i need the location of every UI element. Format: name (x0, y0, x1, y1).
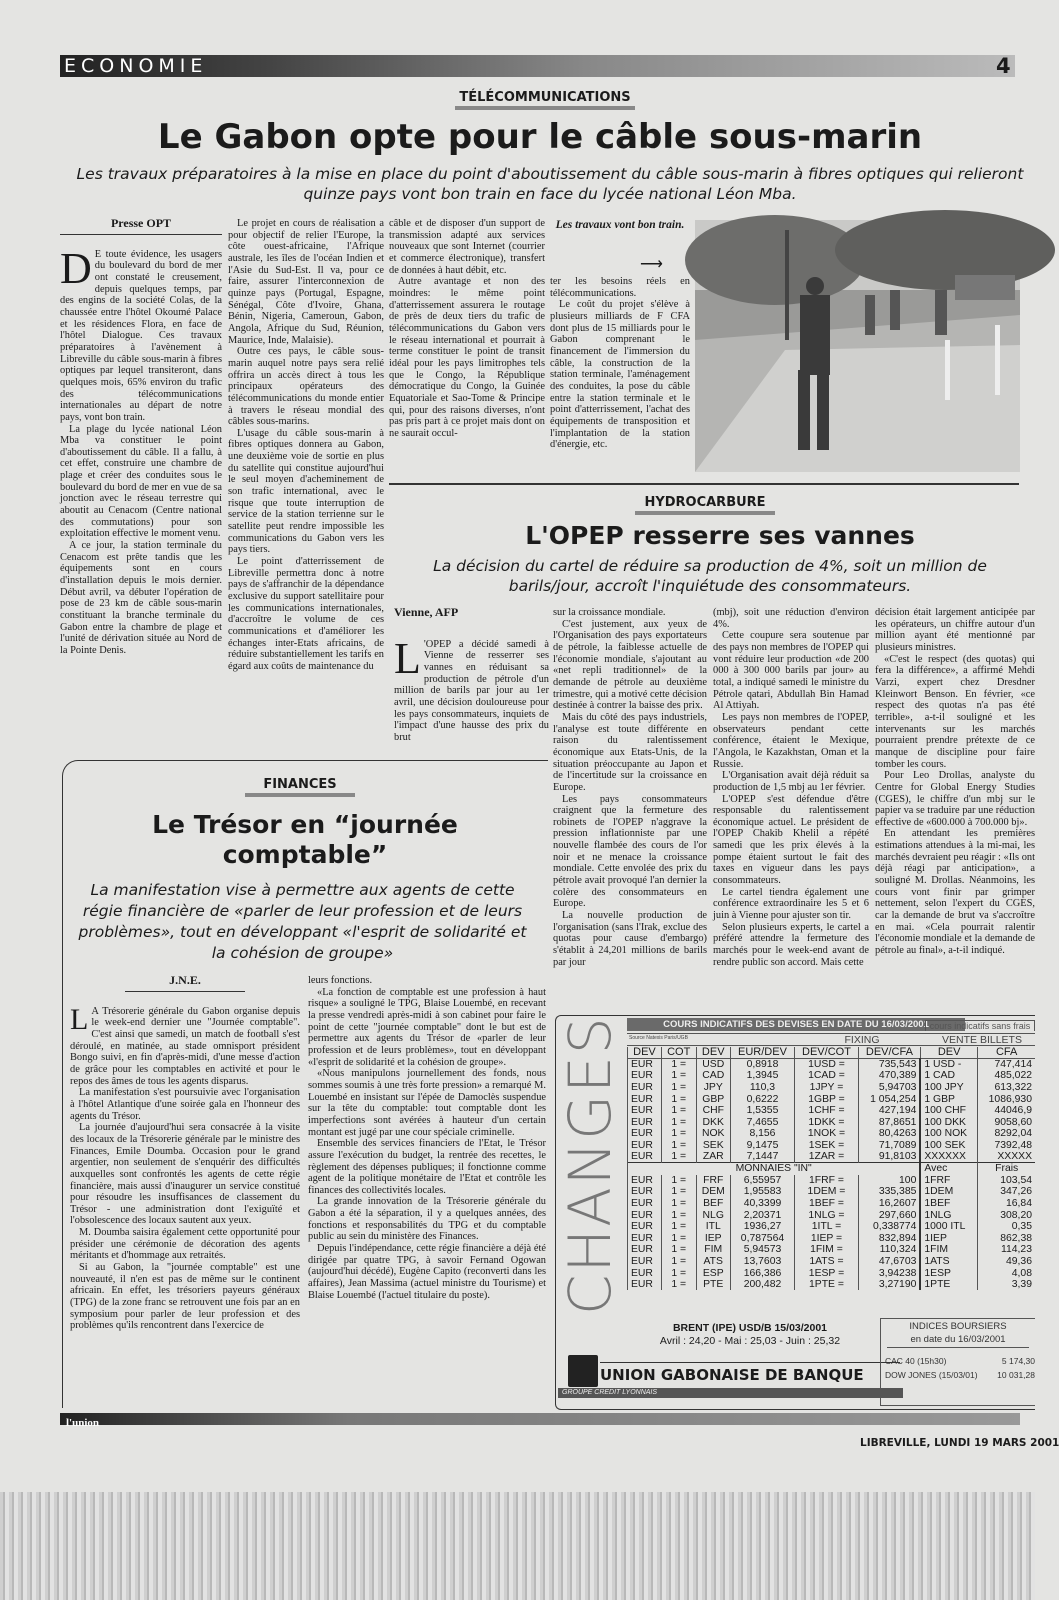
frais-label: Frais (978, 1163, 1035, 1175)
paragraph: (mbj), soit une réduction d'environ 4%. (713, 607, 869, 630)
table-cell: 297,660 (858, 1209, 920, 1221)
table-cell: 1 = (661, 1256, 696, 1268)
drop-cap: L (394, 633, 421, 683)
table-cell: 16,84 (978, 1198, 1035, 1210)
table-cell: 832,894 (858, 1233, 920, 1245)
table-cell: XXXXX (978, 1151, 1035, 1163)
monnaies-in-label: MONNAIES "IN" (628, 1163, 921, 1175)
table-cell: 110,324 (858, 1244, 920, 1256)
table-cell: EUR (628, 1128, 662, 1140)
paragraph: Le projet en cours de réalisation a pour objectif de relier l'Europe, la côte ouest-africaine, l'Afrique australe, les îles de l'océan Indien et l'Asie du Sud-Est. Il va, pour ce faire, assurer l'interconnexion de quinze pays (Portugal, Espagne, Sénégal, Côte d'Ivoire, Ghana, Bénin, Nigeria, Cameroun, Gabon, Angola, Afrique du Sud, Réunion, Maurice, Inde, Malaisie). (228, 218, 384, 346)
table-row (628, 1140, 1036, 1152)
table-row (628, 1117, 1036, 1129)
paragraph: Si au Gabon, la "journée comptable" est une nouveauté, il n'en est pas de même sur le continent africain. En effet, les trésoriers payeurs généraux (TPG) de la zone franc se retrouvent une fois par an en symposium pour parler de leur profession et des problèmes qu'ils rencontrent dans l'exercice de (70, 1262, 300, 1332)
paragraph: 'OPEP a décidé samedi à Vienne de resserrer ses vannes en réduisant sa production de pétrole d'un million de barils par jour au 1er avril, une décision douloureuse pour les pays consommateurs, inquiets de l'impact d'une hausse des prix du brut (394, 638, 549, 743)
table-cell: 1IEP (920, 1233, 978, 1245)
table-cell: 1CAD = (794, 1070, 858, 1082)
table-row (628, 1244, 1036, 1256)
table-cell: 87,8651 (858, 1117, 920, 1129)
paragraph: Cette coupure sera soutenue par des pays non membres de l'OPEP qui vont réduire leur production «de 200 000 à 300 000 barils par jour» au total, a indiqué samedi le ministre du Pétrole qatari, Abdullah Bin Hamad Al Attiyah. (713, 630, 869, 712)
telecom-column-4 (550, 276, 690, 474)
column-header: EUR/DEV (730, 1047, 794, 1059)
finances-subtitle: La manifestation vise à permettre aux agents de cette régie financière de «parler de leur profession et de leurs problèmes», tout en développant «l'esprit de solidarité et la cohésion de groupe» (78, 881, 527, 962)
table-row (628, 1233, 1036, 1245)
table-cell: 71,7089 (858, 1140, 920, 1152)
paragraph: C'est justement, aux yeux de l'Organisation des pays exportateurs de pétrole, la faiblesse actuelle de l'économie mondiale, s'ajoutant au «net repli traditionnel» de la demande de pétrole au deuxième trimestre, qui a motivé cette décision destinée à contrer la baisse des prix. (553, 618, 707, 712)
paragraph: sur la croissance mondiale. (553, 607, 666, 618)
table-cell: EUR (628, 1105, 662, 1117)
table-cell: 1,5355 (730, 1105, 794, 1117)
table-cell: 200,482 (730, 1279, 794, 1291)
table-cell: ZAR (696, 1151, 730, 1163)
photo-caption: Les travaux vont bon train. (555, 219, 685, 231)
table-cell: EUR (628, 1256, 662, 1268)
paragraph: Ensemble des services financiers de l'Etat, le Trésor assure l'exécution du budget, la rentrée des recettes, le règlement des dépenses publiques; il fonctionne comme agent de la politique monétaire de l'Etat et contrôle les finances des collectivités locales. (308, 1138, 546, 1196)
table-cell: 1 = (661, 1117, 696, 1129)
table-cell: 100 SEK (920, 1140, 978, 1152)
table-cell: 747,414 (978, 1059, 1035, 1071)
paragraph: leurs fonctions. (308, 975, 373, 986)
paragraph: La journée d'aujourd'hui sera consacrée à la visite des locaux de la Trésorerie générale par le ministre des Finances, Emile Doumba. Occasion pour le grand argentier, non seulement de s'enquérir des difficultés auxquelles sont confrontés les agents de cette régie financière, mais aussi d'inaugurer un service constitué pour résoudre les insuffisances de classement du Trésor - une administration dont l'exiguïté et l'obsolescence des locaux sautent aux yeux. (70, 1122, 300, 1227)
paragraph: «Nous manipulons journellement des fonds, nous sommes soumis à une très forte pression» a remarqué M. Louembé en insistant sur l'épée de Damoclès suspendue sur la tête du comptable: tout comptable dont les imperfections sont avérées à hauteur d'un certain montant est jugé par une cour spéciale criminelle. (308, 1068, 546, 1138)
table-cell: 40,3399 (730, 1198, 794, 1210)
arrow-right-icon: ⟶ (640, 256, 663, 273)
opep-subtitle: La décision du cartel de réduire sa production de 4%, soit un million de barils/jour, accroît l'inquiétude des consommateurs. (433, 557, 987, 595)
table-cell: 91,8103 (858, 1151, 920, 1163)
index-name: CAC 40 (15h30) (885, 1356, 947, 1366)
vente-billets-label: VENTE BILLETS (942, 1034, 1022, 1046)
table-cell: 1ZAR = (794, 1151, 858, 1163)
table-cell: EUR (628, 1186, 662, 1198)
source-note: Source Natexis Paris/UGB (629, 1035, 688, 1041)
table-cell: 1NLG (920, 1209, 978, 1221)
table-cell: 3,27190 (858, 1279, 920, 1291)
table-cell: ITL (696, 1221, 730, 1233)
table-cell: 4,08 (978, 1267, 1035, 1279)
table-cell: 1936,27 (730, 1221, 794, 1233)
drop-cap: D (60, 243, 92, 293)
table-cell: 1SEK = (794, 1140, 858, 1152)
paragraph: A ce jour, la station terminale du Cenacom est prête tandis que les équipements sont en cours d'installation depuis le mois dernier. Début avril, va débuter l'opération de pose de 23 km de câble sous-marin constituant la branche terminale du Gabon entre la chambre de plage et l'unité de dérivation située au Nord de la Pointe Denis. (60, 540, 222, 656)
scan-edge (0, 1492, 1035, 1600)
table-cell: 1FIM = (794, 1244, 858, 1256)
telecom-kicker: TÉLÉCOMMUNICATIONS (455, 90, 635, 110)
table-cell: 1 = (661, 1209, 696, 1221)
table-cell: 1 = (661, 1059, 696, 1071)
paragraph: décision était largement anticipée par les opérateurs, un chiffre autour d'un million ayant été mentionné par plusieurs ministres. (875, 607, 1035, 653)
table-cell: 13,7603 (730, 1256, 794, 1268)
table-cell: IEP (696, 1233, 730, 1245)
indices-title: INDICES BOURSIERS (909, 1321, 1007, 1332)
avec-label: Avec (920, 1163, 978, 1175)
paragraph: La manifestation s'est poursuivie avec l'organisation à l'hôtel Atlantique d'une soirée gala en l'honneur des agents du Trésor. (70, 1087, 300, 1122)
table-cell: 427,194 (858, 1105, 920, 1117)
table-cell: EUR (628, 1175, 662, 1187)
finances-column-2 (308, 975, 546, 1405)
paragraph: L'usage du câble sous-marin à fibres optiques donnera au Gabon, une deuxième voie de sortie en plus du satellite qui constitue aujourd'hui le seul moyen d'acheminement de son trafic international, avec le risque que toute interruption de service de la station terrienne sur le satellite peut rendre impossible les communications du Gabon vers les pays tiers. (228, 427, 384, 556)
table-cell: 9058,60 (978, 1117, 1035, 1129)
table-cell: ATS (696, 1256, 730, 1268)
table-cell: 49,36 (978, 1256, 1035, 1268)
table-cell: 110,3 (730, 1082, 794, 1094)
table-cell: NOK (696, 1128, 730, 1140)
brent-prices: Avril : 24,20 - Mai : 25,03 - Juin : 25,32 (659, 1335, 841, 1347)
table-row (628, 1128, 1036, 1140)
table-cell: 1IEP = (794, 1233, 858, 1245)
table-cell: USD (696, 1059, 730, 1071)
byline: J.N.E. (125, 975, 245, 992)
table-cell: 8292,04 (978, 1128, 1035, 1140)
index-value: 5 174,30 (1001, 1356, 1035, 1366)
table-cell: 2,20371 (730, 1209, 794, 1221)
table-cell: 7,4655 (730, 1117, 794, 1129)
table-cell: 1 GBP (920, 1093, 978, 1105)
table-cell: 1 = (661, 1244, 696, 1256)
paragraph: Depuis l'indépendance, cette régie financière a déjà été dirigée par quatre TPG, à savoir Fernand Ogowan (aujourd'hui décédé), Eugène Capito (reconverti dans les affaires), Jean Massima (actuel ministre du Tourisme) et Blaise Louembé (l'actuel titulaire du poste). (308, 1243, 546, 1301)
table-cell: 1 = (661, 1267, 696, 1279)
brent-title: BRENT (IPE) USD/B 15/03/2001 (672, 1322, 828, 1334)
paragraph: Outre ces pays, le câble sous-marin auquel notre pays sera relié offrira un accès direct à tous les principaux opérateurs des télécommunications du monde entier à travers le réseau mondial des câbles sous-marins. (228, 346, 384, 428)
table-cell: EUR (628, 1070, 662, 1082)
monnaies-in-row (628, 1163, 1036, 1175)
telecom-column-2 (228, 218, 384, 748)
exchange-rates-table (627, 1047, 1035, 1290)
column-header: DEV (628, 1047, 662, 1059)
table-cell: DKK (696, 1117, 730, 1129)
table-cell: 308,20 (978, 1209, 1035, 1221)
table-row (628, 1279, 1036, 1291)
construction-photo (695, 220, 1020, 472)
table-cell: 0,338774 (858, 1221, 920, 1233)
table-cell: 114,23 (978, 1244, 1035, 1256)
telecom-column-3 (389, 218, 545, 473)
column-header: DEV (696, 1047, 730, 1059)
index-row (881, 1348, 1035, 1366)
table-cell: 335,385 (858, 1186, 920, 1198)
table-cell: EUR (628, 1140, 662, 1152)
ugb-logo (568, 1355, 598, 1387)
table-cell: EUR (628, 1244, 662, 1256)
table-cell: 8,156 (730, 1128, 794, 1140)
telecom-column-1 (60, 218, 222, 748)
table-cell: EUR (628, 1117, 662, 1129)
table-cell: EUR (628, 1267, 662, 1279)
table-cell: 862,38 (978, 1233, 1035, 1245)
table-cell: 3,94238 (858, 1267, 920, 1279)
paragraph: E toute évidence, les usagers du boulevard du bord de mer ont constaté le creusement, depuis quelques temps, par des engins de la société Colas, de la chaussée entre l'hôtel Okoumé Palace et les résidences Flora, en face de l'hôtel Dialogue. Ces travaux préparatoires à l'avènement à Libreville du câble sous-marin à fibres optiques par lequel transiteront, dans quelques mois, 65% environ du trafic des télécommunications internationales au départ de notre pays, vont bon train. (60, 248, 222, 423)
drop-cap: L (70, 1002, 89, 1036)
table-cell: 3,39 (978, 1279, 1035, 1291)
paragraph: Autre avantage et non des moindres: le même point d'atterrissement assurera le routage de près de deux tiers du trafic de télécommunications du Gabon vers le réseau international et pourrait à terme constituer le point de transit idéal pour les pays limitrophes tels que le Congo, la République démocratique du Congo, la Guinée Equatoriale et Sao-Tome & Principe qui, pour des raisons diverses, n'ont pas pris part à ce projet mais dont on ne saurait occul- (389, 276, 545, 439)
opep-column-3 (713, 607, 869, 1005)
table-cell: 0,8918 (730, 1059, 794, 1071)
table-cell: 1PTE (920, 1279, 978, 1291)
table-cell: 80,4263 (858, 1128, 920, 1140)
table-cell: 100 CHF (920, 1105, 978, 1117)
table-cell: 1 = (661, 1151, 696, 1163)
table-cell: 1 = (661, 1140, 696, 1152)
table-cell: EUR (628, 1209, 662, 1221)
table-cell: 485,022 (978, 1070, 1035, 1082)
brent-box (600, 1322, 900, 1348)
table-cell: 1 = (661, 1186, 696, 1198)
table-cell: EUR (628, 1279, 662, 1291)
table-row (628, 1070, 1036, 1082)
table-cell: 1 = (661, 1233, 696, 1245)
right-note: cours indicatifs sans frais (925, 1020, 1035, 1031)
table-cell: 100 DKK (920, 1117, 978, 1129)
table-cell: 100 NOK (920, 1128, 978, 1140)
table-cell: 1DKK = (794, 1117, 858, 1129)
changes-side-title: CHANGES (556, 1015, 624, 1315)
table-row (628, 1209, 1036, 1221)
table-cell: 1ESP = (794, 1267, 858, 1279)
table-row (628, 1267, 1036, 1279)
table-row (628, 1093, 1036, 1105)
table-row (628, 1105, 1036, 1117)
paragraph: La nouvelle production de l'organisation (sans l'Irak, exclue des quotas pour cause d'embargo) s'établit à 24,201 millions de barils par jour (553, 910, 707, 968)
paragraph: câble et de disposer d'un support de transmission adapté aux services nouveaux que sont Internet (courrier et commerce électronique), transfert de données à haut débit, etc. (389, 218, 545, 276)
table-cell: 1,95583 (730, 1186, 794, 1198)
table-cell: SEK (696, 1140, 730, 1152)
table-cell: 1JPY = (794, 1082, 858, 1094)
paragraph: ter les besoins réels en télécommunications. (550, 276, 690, 299)
section-header-bar (60, 55, 1015, 77)
table-cell: 1ATS = (794, 1256, 858, 1268)
column-header: CFA (978, 1047, 1035, 1059)
table-cell: 1 CAD (920, 1070, 978, 1082)
table-cell: 7392,48 (978, 1140, 1035, 1152)
paragraph: L'OPEP s'est défendue d'être responsable du ralentissement économique actuel. Le président de l'OPEP Chakib Khelil a répété samedi que les prix élevés à la pompe étaient surtout le fait des taxes en vigueur dans les pays consommateurs. (713, 793, 869, 887)
paragraph: La grande innovation de la Trésorerie générale du Gabon a été la séparation, il y a quelques années, des fonctions et responsabilités du TPG et du comptable public au sein du ministère des Finances. (308, 1196, 546, 1243)
table-cell: 6,55957 (730, 1175, 794, 1187)
paragraph: Selon plusieurs experts, le cartel a préféré attendre la fermeture des marchés pour le week-end avant de rendre public son accord. Mais cette (713, 921, 869, 968)
table-cell: 7,1447 (730, 1151, 794, 1163)
table-cell: JPY (696, 1082, 730, 1094)
footer-bar (60, 1413, 1020, 1429)
table-cell: 1 = (661, 1279, 696, 1291)
table-cell: 1 = (661, 1128, 696, 1140)
table-cell: 470,389 (858, 1070, 920, 1082)
paragraph: A Trésorerie générale du Gabon organise depuis le week-end dernier une "Journée comptable". C'est ainsi que samedi, un match de football s'est déroulé, en matinée, au stade omnisport président Bongo suivi, en fin d'après-midi, d'une messe d'action de grâce pour les comptables en activité et pour le repos des âmes de tous les agents disparus. (70, 1005, 300, 1087)
opep-headline: L'OPEP resserre ses vannes (525, 521, 915, 550)
table-cell: 1NLG = (794, 1209, 858, 1221)
table-cell: EUR (628, 1151, 662, 1163)
opep-column-4 (875, 607, 1035, 1005)
table-cell: 1 = (661, 1198, 696, 1210)
table-cell: XXXXXX (920, 1151, 978, 1163)
paragraph: La plage du lycée national Léon Mba va constituer le point d'aboutissement du câble. Il a fallu, à cet effet, construire une chambre de plage et créer des conduites sous le boulevard du bord de mer en vue de sa jonction avec le réseau terrestre qui aboutit au Cenacom (Centre national des commutations) pour son exploitation effective le moment venu. (60, 423, 222, 540)
paragraph: Les pays non membres de l'OPEP, observateurs pendant cette conférence, étaient le Mexique, l'Angola, le Kazakhstan, Oman et la Russie. (713, 711, 869, 770)
table-row (628, 1198, 1036, 1210)
table-cell: CAD (696, 1070, 730, 1082)
paragraph: Le coût du projet s'élève à plusieurs milliards de F CFA dont plus de 15 milliards pour le Gabon comprenant le financement de l'immersion du câble, la construction de la station terminale, l'aménagement des conduites, la pose du câble entre la station terminale et le point d'atterrissement, l'achat des équipements de transposition et l'implantation de la station d'énergie, etc. (550, 299, 690, 451)
paragraph: Pour Leo Drollas, analyste du Centre for Global Energy Studies (CGES), le chiffre d'un mbj sur le papier va se traduire par une réduction effective de «600.000 à 700.000 bj». (875, 770, 1035, 828)
finances-headline: Le Trésor en “journée comptable” (152, 810, 458, 869)
paragraph: Le point d'atterrissement de Libreville permettra donc à notre pays de s'affranchir de la dépendance exclusive du support satellitaire pour les communications internationales, d'accroître le volume de ces communications et d'améliorer les échanges inter-Etats africains, de réduire substantiellement les tarifs en égard aux coûts de maintenance du (228, 556, 384, 672)
index-name: DOW JONES (15/03/01) (885, 1370, 978, 1380)
table-cell: EUR (628, 1221, 662, 1233)
opep-column-1 (394, 607, 549, 752)
opep-kicker: HYDROCARBURE (635, 495, 775, 515)
table-cell: DEM (696, 1186, 730, 1198)
table-cell: 1BEF (920, 1198, 978, 1210)
table-cell: 44046,9 (978, 1105, 1035, 1117)
table-cell: CHF (696, 1105, 730, 1117)
paragraph: Les pays consommateurs craignent que la fermeture des robinets de l'OPEP n'aggrave la pression inflationniste par une nouvelle flambée des cours de l'or noir et ne menace la croissance mondiale. Cette envolée des prix du pétrole avait provoqué l'an dernier la colère des consommateurs en Europe. (553, 793, 707, 910)
table-row (628, 1151, 1036, 1163)
dateline: LIBREVILLE, LUNDI 19 MARS 2001 (860, 1437, 1059, 1449)
column-header: DEV/COT (794, 1047, 858, 1059)
table-cell: 1NOK = (794, 1128, 858, 1140)
table-cell: GBP (696, 1093, 730, 1105)
indices-date: en date du 16/03/2001 (887, 1334, 1029, 1348)
table-cell: 0,6222 (730, 1093, 794, 1105)
table-cell: 1ITL = (794, 1221, 858, 1233)
bank-name: UNION GABONAISE DE BANQUE (600, 1362, 900, 1384)
byline: Presse OPT (60, 218, 222, 235)
table-cell: 1,3945 (730, 1070, 794, 1082)
paragraph: En attendant les premières estimations attendues à la mi-mai, les marchés devraient peu réagir : «Ils ont déjà réagi par anticipation», a souligné M. Drollas. Néanmoins, les cours vont finir par grimper nettement, selon l'expert du CGES, car la demande de brut va s'accroître en mai. «Cela pourrait ralentir l'économie mondiale et la demande de pétrole au final», a-t-il indiqué. (875, 828, 1035, 957)
opep-column-2 (553, 607, 707, 1005)
table-cell: NLG (696, 1209, 730, 1221)
divider (389, 483, 1019, 485)
table-cell: 1FRF = (794, 1175, 858, 1187)
byline: Vienne, AFP (394, 605, 459, 619)
table-cell: 1CHF = (794, 1105, 858, 1117)
table-cell: 1 = (661, 1093, 696, 1105)
column-header: DEV/CFA (858, 1047, 920, 1059)
finances-kicker: FINANCES (245, 777, 355, 797)
table-row (628, 1221, 1036, 1233)
table-cell: 100 (858, 1175, 920, 1187)
table-cell: 166,386 (730, 1267, 794, 1279)
table-cell: 1 = (661, 1105, 696, 1117)
indices-box (880, 1318, 1035, 1406)
table-cell: ESP (696, 1267, 730, 1279)
table-title: COURS INDICATIFS DES DEVISES EN DATE DU 16/03/2001 (627, 1018, 965, 1031)
table-cell: 1 USD - (920, 1059, 978, 1071)
column-header: COT (661, 1047, 696, 1059)
table-cell: 1 = (661, 1082, 696, 1094)
table-cell: 1 054,254 (858, 1093, 920, 1105)
table-cell: 613,322 (978, 1082, 1035, 1094)
paragraph: Le cartel tiendra également une conférence extraordinaire les 5 et 6 juin à Vienne pour ajuster son tir. (713, 886, 869, 922)
table-cell: 5,94573 (730, 1244, 794, 1256)
paragraph: L'Organisation avait déjà réduit sa production de 1,5 mbj au 1er février. (713, 770, 869, 793)
table-cell: 1FIM (920, 1244, 978, 1256)
newspaper-name: l'union (66, 1417, 100, 1429)
table-cell: 347,26 (978, 1186, 1035, 1198)
paragraph: «La fonction de comptable est une profession à haut risque» a souligné le TPG, Blaise Louembé, en recevant la presse vendredi après-midi à son cabinet pour faire le point de cette "journée comptable" dont le but est de permettre aux agents du Trésor de «parler de leur profession et de leurs problèmes», tout en développant «l'esprit de solidarité et la cohésion de groupe». (308, 986, 546, 1068)
table-cell: 1 = (661, 1221, 696, 1233)
page-number: 4 (996, 54, 1011, 78)
table-row (628, 1256, 1036, 1268)
table-subheader (627, 1033, 1035, 1046)
table-cell: 1086,930 (978, 1093, 1035, 1105)
table-cell: FRF (696, 1175, 730, 1187)
table-cell: 103,54 (978, 1175, 1035, 1187)
table-row (628, 1186, 1036, 1198)
table-cell: 1 = (661, 1070, 696, 1082)
table-cell: 100 JPY (920, 1082, 978, 1094)
table-cell: PTE (696, 1279, 730, 1291)
table-cell: 9,1475 (730, 1140, 794, 1152)
table-cell: 735,543 (858, 1059, 920, 1071)
fixing-label: FIXING (844, 1034, 880, 1046)
table-cell: 1000 ITL (920, 1221, 978, 1233)
paragraph: Mais du côté des pays industriels, l'analyse est toute différente en raison du ralentissement économique aux Etats-Unis, de la situation préoccupante au Japon et de l'incertitude sur la croissance en Europe. (553, 711, 707, 793)
table-cell: 16,2607 (858, 1198, 920, 1210)
telecom-headline: Le Gabon opte pour le câble sous-marin (157, 117, 923, 157)
index-row (881, 1366, 1035, 1380)
table-cell: 1BEF = (794, 1198, 858, 1210)
section-title: ECONOMIE (64, 55, 208, 77)
table-cell: 1ESP (920, 1267, 978, 1279)
column-header: DEV (920, 1047, 978, 1059)
table-cell: 0,35 (978, 1221, 1035, 1233)
table-cell: 0,787564 (730, 1233, 794, 1245)
finances-column-1 (70, 975, 300, 1405)
table-cell: EUR (628, 1198, 662, 1210)
table-cell: 1ATS (920, 1256, 978, 1268)
table-cell: BEF (696, 1198, 730, 1210)
table-cell: 1DEM = (794, 1186, 858, 1198)
index-value: 10 031,28 (997, 1370, 1035, 1380)
table-cell: EUR (628, 1093, 662, 1105)
table-row (628, 1175, 1036, 1187)
table-cell: 1DEM (920, 1186, 978, 1198)
table-cell: 1 = (661, 1175, 696, 1187)
table-header-row (628, 1047, 1036, 1059)
table-cell: EUR (628, 1233, 662, 1245)
table-cell: 1PTE = (794, 1279, 858, 1291)
paragraph: M. Doumba saisira également cette opportunité pour présider une cérémonie de décoration des agents méritants et d'hommage aux retraités. (70, 1227, 300, 1262)
table-row (628, 1082, 1036, 1094)
table-cell: 1GBP = (794, 1093, 858, 1105)
table-cell: 1USD = (794, 1059, 858, 1071)
bank-group: GROUPE CREDIT LYONNAIS (558, 1388, 903, 1398)
table-cell: 5,94703 (858, 1082, 920, 1094)
telecom-subtitle: Les travaux préparatoires à la mise en place du point d'aboutissement du câble sous-marin à fibres optiques qui relieront quinze pays vont bon train en face du lycée national Léon Mba. (76, 165, 1024, 203)
paragraph: «C'est le respect (des quotas) qui fera la différence», a affirmé Mehdi Varzi, expert chez Dresdner Kleinwort Benson. En février, «ce respect des quotas n'a pas été terrible», a-t-il souligné et les intervenants sur les marchés pourraient prendre prétexte de ce manque de discipline pour faire tomber les cours. (875, 653, 1035, 770)
table-cell: 1FRF (920, 1175, 978, 1187)
table-cell: EUR (628, 1082, 662, 1094)
table-cell: 47,6703 (858, 1256, 920, 1268)
table-cell: EUR (628, 1059, 662, 1071)
table-row (628, 1059, 1036, 1071)
table-cell: FIM (696, 1244, 730, 1256)
